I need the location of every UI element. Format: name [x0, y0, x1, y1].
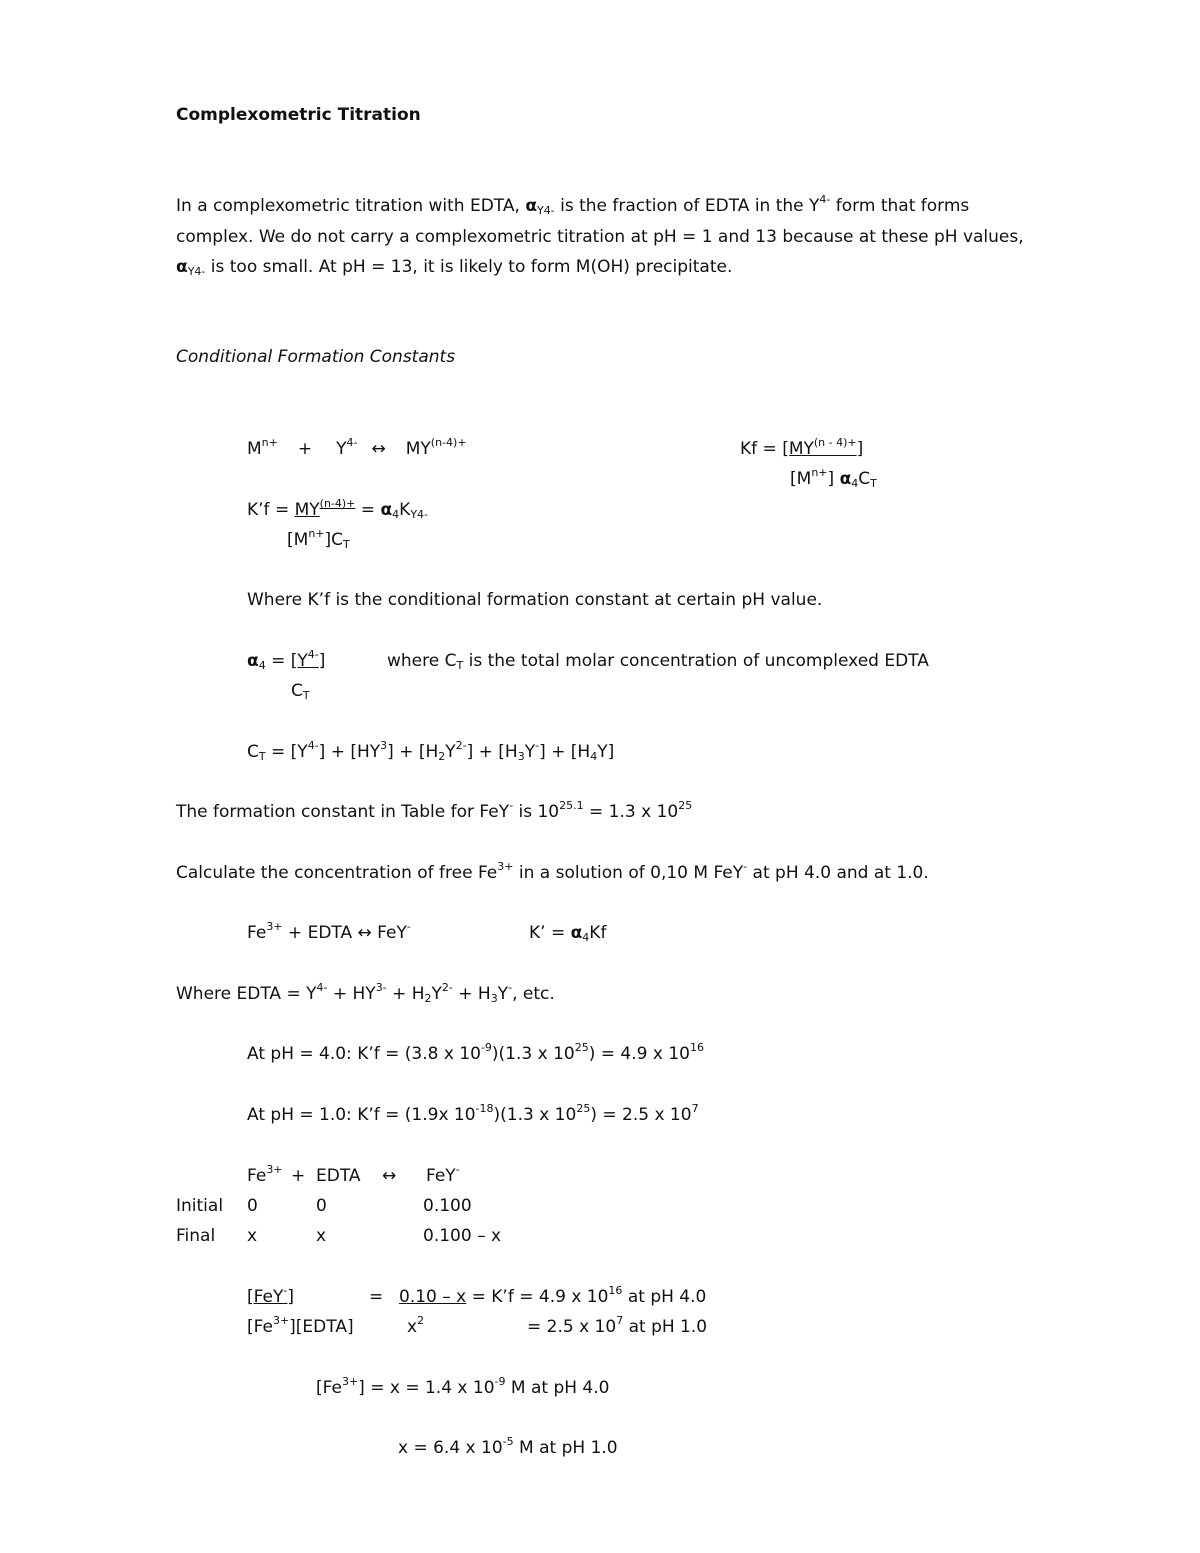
ice-header-arrow: ↔ [382, 1166, 397, 1186]
kf-formula: $Kf = [MY^{(n - 4)+}]$ [740, 436, 864, 459]
kprime-definition: Where K’f is the conditional formation constant at certain pH value. [247, 590, 823, 610]
ice-row-label: Initial [176, 1196, 224, 1216]
ratio-numerator: [FeY-] [247, 1284, 294, 1307]
ice-cell: x [247, 1226, 258, 1246]
kprime-ph1: At pH = 1.0: K’f = (1.9x $10^{-18})(1.3$ x $10^{25}) = 2.5$ x $10^7$ [247, 1102, 699, 1125]
ratio-expression-ph1: = 2.5 x $10^7$ at pH 1.0 [527, 1314, 708, 1337]
intro-line-3: αY4- is too small. At pH = 13, it is likely to form M(OH) precipitate. [176, 257, 733, 278]
result-ph4: $[Fe^{3+}] = x = 1.4$ x $10^{-9}$ M at pH 4.0 [316, 1375, 610, 1398]
ratio-x-squared: $x^2$ [407, 1314, 425, 1337]
ice-row-label: Final [176, 1226, 216, 1246]
problem-statement: Calculate the concentration of free $Fe^{3+}$ in a solution of 0,10 M FeY- at pH 4.0 and at 1.0. [176, 860, 929, 883]
kprime-ph4: At pH = 4.0: K’f = (3.8 x $10^{-9})(1.3$ x $10^{25}) = 4.9$ x $10^{16}$ [247, 1041, 704, 1064]
kprime-relation: K’ = α4Kf [529, 923, 607, 944]
total-concentration-formula: CT = $[Y^{4-}] + [HY^3] + [H2Y^{2-}] + [H3Y^-] + [H4Y]$ [247, 739, 615, 763]
kf-denominator: $[M^{n+}]$ α4CT [790, 466, 877, 490]
edta-definition: Where EDTA = $Y^{4-} + HY^{3-} + H2Y^{2-} + H3Y^-$, etc. [176, 981, 555, 1005]
kprime-formula: K’f = $MY^{(n-4)+} = \alpha 4KY4-$ [247, 497, 428, 521]
page-title: Complexometric Titration [176, 105, 421, 125]
alpha4-formula: $\alpha 4 = [Y^{4-}]$ [247, 648, 326, 672]
result-ph1: x = 6.4 x $10^{-5}$ M at pH 1.0 [398, 1435, 618, 1458]
ice-cell: 0.100 – x [423, 1226, 502, 1246]
ratio-equals: = [369, 1287, 384, 1307]
kprime-denominator: $[M^{n+}]CT$ [287, 527, 350, 551]
section-heading: Conditional Formation Constants [176, 347, 456, 367]
fe-edta-reaction: $Fe^{3+}$ + EDTA ↔ FeY- [247, 920, 411, 943]
ice-header-fe: $Fe^{3+}$ [247, 1163, 283, 1186]
formation-constant-line: The formation constant in Table for FeY- is $10^{25.1} = 1.3$ x $10^{25}$ [176, 799, 693, 822]
ice-cell: 0 [247, 1196, 258, 1216]
ice-header-plus: + [291, 1166, 306, 1186]
alpha4-definition: where CT is the total molar concentration of uncomplexed EDTA [387, 651, 929, 672]
alpha4-denominator: CT [291, 681, 310, 702]
reaction-equation: $M^{n+} + Y^{4-}$ ↔ $MY^{(n-4)+}$ [247, 436, 467, 459]
ice-cell: x [316, 1226, 327, 1246]
ratio-expression-ph4: 0.10 – x = K’f = 4.9 x $10^{16}$ at pH 4.0 [399, 1284, 707, 1307]
ice-cell: 0 [316, 1196, 327, 1216]
intro-line-1: In a complexometric titration with EDTA, αY4- is the fraction of EDTA in the $Y^{4-}$ form that forms [176, 193, 970, 217]
ice-cell: 0.100 [423, 1196, 472, 1216]
ratio-denominator: $[Fe^{3+}][EDTA]$ [247, 1314, 354, 1337]
ice-header-fey: FeY- [426, 1163, 460, 1186]
intro-line-2: complex. We do not carry a complexometric titration at pH = 1 and 13 because at these pH values, [176, 227, 1024, 247]
ice-header-edta: EDTA [316, 1166, 361, 1186]
